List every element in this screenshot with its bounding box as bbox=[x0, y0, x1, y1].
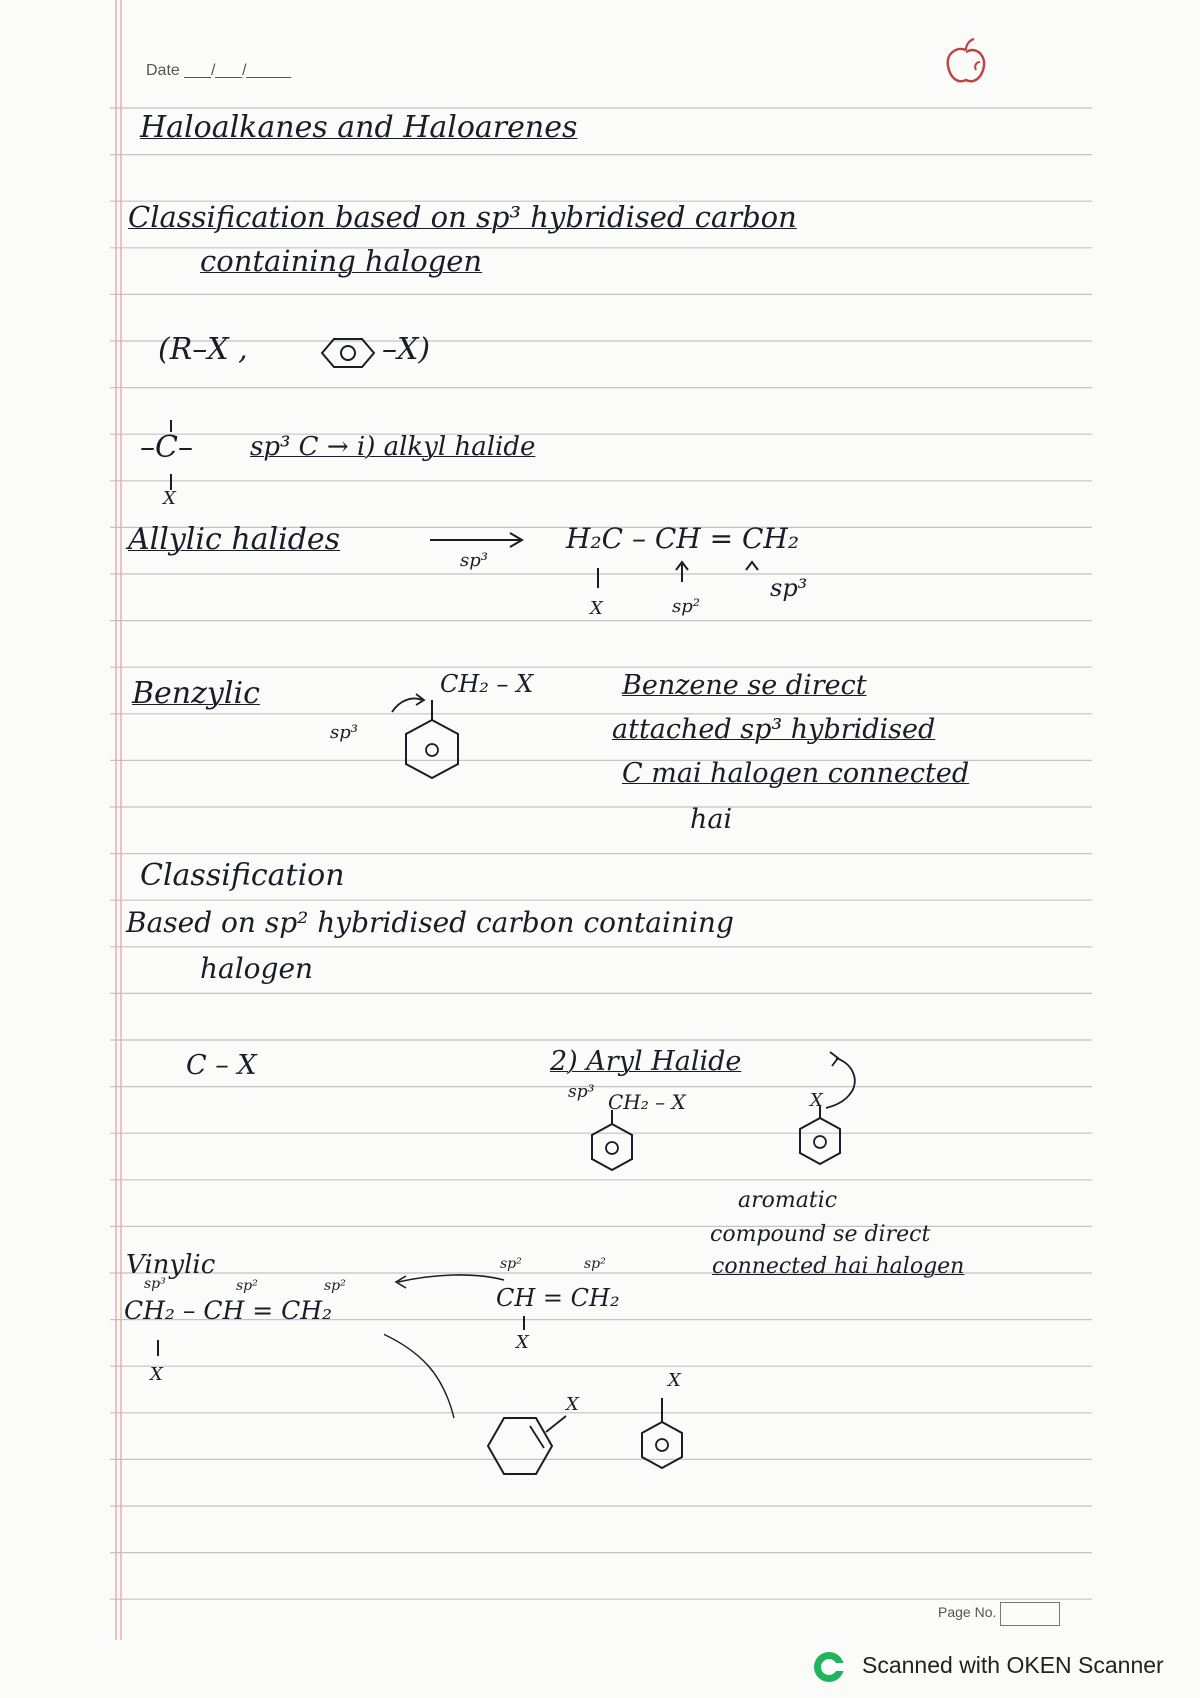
rx-formula: (R–X , bbox=[158, 332, 248, 367]
page-title: Haloalkanes and Haloarenes bbox=[140, 110, 578, 145]
benzylic-note-line3: C mai halogen connected bbox=[622, 758, 970, 789]
page-no-label: Page No. bbox=[938, 1604, 997, 1620]
aryl-ring-2 bbox=[780, 1048, 870, 1188]
classification-sp3-line1: Classification based on sp³ hybridised carbon bbox=[128, 200, 797, 234]
vinyl2-x: X bbox=[516, 1332, 529, 1353]
aryl-ring-1 bbox=[576, 1108, 646, 1188]
alkyl-x: X bbox=[163, 488, 176, 509]
allylic-label: Allylic halides bbox=[128, 522, 341, 557]
aryl-formula: –X) bbox=[382, 332, 431, 367]
apple-logo-icon bbox=[940, 36, 992, 88]
classification-sp3-line2: containing halogen bbox=[200, 244, 483, 278]
aromatic-note-line1: aromatic bbox=[738, 1188, 838, 1213]
vinylic-label: Vinylic bbox=[126, 1250, 216, 1280]
aryl-group: CH₂ – X bbox=[608, 1090, 686, 1114]
scanner-text: Scanned with OKEN Scanner bbox=[862, 1652, 1164, 1678]
benzylic-note-line2: attached sp³ hybridised bbox=[612, 714, 936, 745]
allylic-sp3: sp³ bbox=[770, 574, 808, 602]
aryl-x: X bbox=[810, 1090, 823, 1111]
date-label: Date ___/___/_____ bbox=[146, 62, 292, 79]
vinylic-sp-a: sp³ bbox=[144, 1276, 166, 1292]
classification2-line2: halogen bbox=[200, 952, 314, 985]
alkyl-description: sp³ C → i) alkyl halide bbox=[250, 432, 536, 462]
allylic-arrow bbox=[428, 530, 528, 550]
classification2-line1: Based on sp² hybridised carbon containing bbox=[126, 906, 734, 939]
aryl-heading: 2) Aryl Halide bbox=[550, 1046, 742, 1077]
benzylic-note-line4: hai bbox=[690, 804, 733, 835]
aryl-sp3: sp³ bbox=[568, 1082, 595, 1102]
benzene-ring-2 bbox=[620, 1392, 700, 1502]
benzylic-ring bbox=[380, 690, 490, 800]
allylic-formula: H₂C – CH = CH₂ bbox=[566, 522, 800, 555]
vinylic-sp-c: sp² bbox=[324, 1278, 346, 1294]
vinyl2-formula: CH = CH₂ bbox=[496, 1284, 620, 1312]
ring-x1: X bbox=[566, 1394, 579, 1415]
alkyl-carbon: –C– bbox=[140, 430, 193, 465]
vinylic-formula: CH₂ – CH = CH₂ bbox=[124, 1296, 333, 1325]
benzylic-sp3: sp³ bbox=[330, 722, 358, 743]
aromatic-note-line3: connected hai halogen bbox=[712, 1254, 965, 1279]
benzylic-note-line1: Benzene se direct bbox=[622, 670, 867, 701]
vinylic-x: X bbox=[150, 1364, 163, 1385]
benzylic-group: CH₂ – X bbox=[440, 670, 534, 698]
allylic-sp2: sp² bbox=[672, 596, 700, 617]
vinylic-bonds bbox=[148, 1330, 348, 1390]
vinyl2-sp-a: sp² bbox=[500, 1256, 522, 1272]
benzylic-label: Benzylic bbox=[132, 676, 260, 711]
cyclohexene-ring bbox=[460, 1400, 580, 1510]
benzene-ring-icon bbox=[312, 335, 384, 371]
classification2-title: Classification bbox=[140, 858, 345, 893]
scanner-logo-icon bbox=[812, 1650, 846, 1684]
aromatic-note-line2: compound se direct bbox=[710, 1222, 931, 1247]
ring-x2: X bbox=[668, 1370, 681, 1391]
cx-label: C – X bbox=[186, 1050, 257, 1081]
allylic-x: X bbox=[590, 598, 603, 619]
page-no-box bbox=[1000, 1602, 1060, 1626]
vinyl2-sp-b: sp² bbox=[584, 1256, 606, 1272]
allylic-arrow-label: sp³ bbox=[460, 550, 488, 571]
vinylic-sp-b: sp² bbox=[236, 1278, 258, 1294]
